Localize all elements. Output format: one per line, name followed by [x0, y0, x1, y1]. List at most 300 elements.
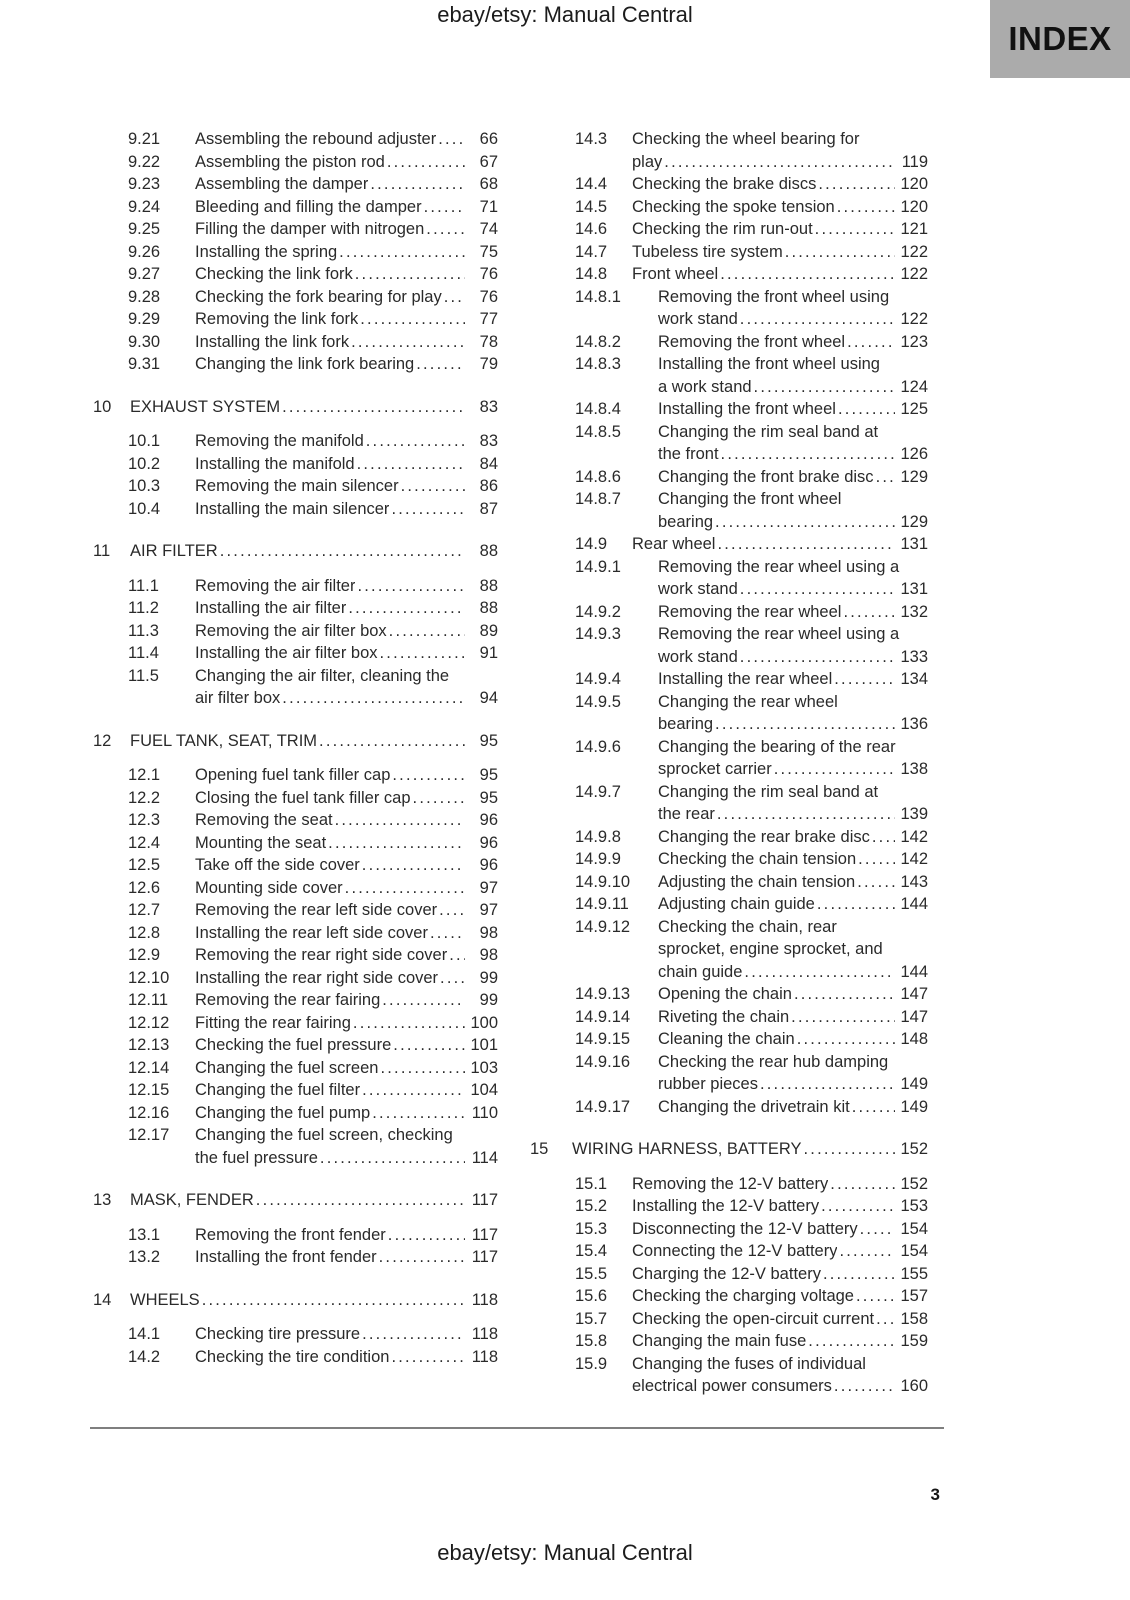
entry-number: 9.24 — [128, 197, 161, 216]
entry-last-line — [195, 1079, 498, 1102]
entry-title: Installing the air filter box — [195, 644, 378, 662]
entry-body — [195, 989, 498, 1012]
entry-title: Opening the chain — [658, 985, 792, 1003]
entry-number: 15.8 — [575, 1332, 608, 1350]
entry-body — [195, 1346, 498, 1369]
dot-leader — [785, 241, 895, 264]
entry-title: Changing the rim seal band at — [658, 782, 879, 801]
toc-entry-row — [530, 173, 928, 196]
dot-leader — [387, 151, 465, 174]
toc-entry-row — [93, 1034, 498, 1057]
entry-last-line — [658, 668, 928, 691]
entry-number: 14.9.17 — [575, 1097, 631, 1116]
entry-page-number: 159 — [900, 1332, 928, 1350]
entry-body — [195, 922, 498, 945]
entry-title: work stand — [658, 647, 738, 666]
dot-leader — [715, 713, 895, 736]
dot-leader — [357, 453, 465, 476]
entry-last-line — [195, 241, 498, 264]
entry-body — [632, 1353, 928, 1398]
entry-body — [195, 151, 498, 174]
toc-entry-row — [530, 421, 928, 466]
entry-body — [658, 668, 928, 691]
entry-last-line — [658, 826, 928, 849]
entry-page-number: 129 — [900, 512, 928, 531]
toc-entry-row — [93, 308, 498, 331]
entry-page-number: 152 — [900, 1174, 928, 1193]
entry-body — [658, 623, 928, 668]
entry-page-number: 143 — [900, 872, 928, 891]
entry-last-line — [195, 877, 498, 900]
entry-title: Removing the front wheel — [658, 332, 846, 351]
entry-number: 14.8.1 — [575, 287, 621, 306]
toc-entry-row — [93, 967, 498, 990]
entry-title: Assembling the damper — [195, 175, 369, 193]
entry-last-line — [632, 533, 928, 556]
entry-number: 15.1 — [575, 1174, 608, 1193]
entry-title: Changing the fuel screen, checking — [195, 1126, 453, 1144]
entry-number: 14.8.7 — [575, 490, 621, 508]
dot-leader — [715, 511, 895, 534]
entry-body — [632, 1285, 928, 1308]
entry-body — [658, 466, 928, 489]
toc-entry-row — [530, 623, 928, 668]
entry-page-number: 119 — [901, 152, 928, 171]
entry-number: 14.9.15 — [575, 1030, 631, 1048]
entry-number: 12.16 — [128, 1103, 170, 1122]
dot-leader — [876, 466, 895, 489]
dot-leader — [391, 498, 465, 521]
entry-last-line — [195, 128, 498, 151]
entry-number: 12.17 — [128, 1126, 170, 1144]
entry-title: Checking the brake discs — [632, 175, 817, 193]
entry-body — [195, 475, 498, 498]
entry-last-line — [195, 967, 498, 990]
entry-number: 14.8 — [575, 265, 608, 283]
entry-last-line — [195, 263, 498, 286]
dot-leader — [339, 241, 465, 264]
dot-leader — [818, 173, 895, 196]
entry-body — [195, 286, 498, 309]
entry-page-number: 132 — [900, 602, 928, 621]
entry-title: Changing the main fuse — [632, 1332, 807, 1350]
entry-page-number: 147 — [900, 985, 928, 1003]
dot-leader — [856, 1285, 895, 1308]
entry-title: Checking tire pressure — [195, 1325, 361, 1343]
entry-page-number: 74 — [479, 220, 498, 238]
entry-title: Cleaning the chain — [658, 1030, 795, 1048]
entry-body — [632, 218, 928, 241]
entry-number: 9.22 — [128, 152, 161, 171]
entry-number: 14.9.11 — [575, 895, 629, 913]
entry-number: 14.9.2 — [575, 602, 621, 621]
entry-page-number: 88 — [479, 599, 498, 617]
entry-number: 14.9.14 — [575, 1007, 631, 1026]
toc-entry-row — [93, 1057, 498, 1080]
entry-number: 15.3 — [575, 1219, 608, 1238]
toc-entry-row — [530, 241, 928, 264]
entry-number: 11.2 — [128, 599, 159, 617]
entry-number: 12.7 — [128, 901, 161, 919]
entry-title: Removing the front fender — [195, 1225, 386, 1244]
toc-entry-row — [530, 1353, 928, 1398]
toc-entry-row — [530, 983, 928, 1006]
dot-leader — [823, 1263, 895, 1286]
entry-body — [632, 173, 928, 196]
entry-page-number: 148 — [900, 1030, 928, 1048]
entry-number: 12.15 — [128, 1081, 170, 1099]
entry-number: 13.2 — [128, 1248, 161, 1266]
entry-page-number: 76 — [479, 265, 498, 283]
entry-body — [195, 241, 498, 264]
dot-leader — [256, 1189, 465, 1212]
dot-leader — [345, 877, 465, 900]
entry-body — [130, 1289, 498, 1312]
entry-page-number: 98 — [479, 923, 498, 942]
entry-last-line — [195, 1057, 498, 1080]
entry-body — [658, 871, 928, 894]
entry-title: Fitting the rear fairing — [195, 1013, 351, 1032]
footer-rule — [90, 1427, 944, 1429]
entry-title: Assembling the rebound adjuster — [195, 130, 437, 148]
dot-leader — [353, 1012, 465, 1035]
dot-leader — [744, 961, 895, 984]
dot-leader — [391, 1346, 465, 1369]
entry-title: Checking the rim run-out — [632, 220, 813, 238]
dot-leader — [392, 764, 465, 787]
entry-number: 14.9.6 — [575, 737, 621, 756]
toc-entry-row — [530, 286, 928, 331]
entry-number: 12.2 — [128, 788, 161, 807]
entry-title: Installing the manifold — [195, 454, 355, 473]
entry-title: Changing the front brake disc — [658, 467, 874, 486]
entry-number: 12.1 — [128, 766, 161, 784]
entry-last-line — [195, 1346, 498, 1369]
entry-last-line — [658, 1006, 928, 1029]
entry-body — [658, 916, 928, 984]
entry-title: Disconnecting the 12-V battery — [632, 1219, 858, 1238]
entry-last-line — [130, 396, 498, 419]
entry-page-number: 160 — [900, 1377, 928, 1395]
entry-number: 15 — [530, 1140, 549, 1158]
entry-title: Mounting side cover — [195, 878, 343, 897]
entry-title: Removing the manifold — [195, 432, 364, 450]
entry-last-line — [195, 1034, 498, 1057]
dot-leader — [388, 1224, 465, 1247]
entry-last-line — [658, 1028, 928, 1051]
entry-number: 14.5 — [575, 197, 608, 216]
entry-title: AIR FILTER — [130, 542, 218, 560]
entry-last-line — [130, 730, 498, 753]
entry-body — [195, 967, 498, 990]
entry-last-line — [195, 1323, 498, 1346]
entry-page-number: 96 — [479, 856, 498, 874]
entry-title: the fuel pressure — [195, 1148, 318, 1167]
entry-page-number: 144 — [900, 895, 928, 913]
entry-title: Changing the fuel pump — [195, 1103, 371, 1122]
entry-page-number: 155 — [900, 1264, 928, 1283]
entry-number: 10.1 — [128, 432, 161, 450]
entry-last-line — [195, 989, 498, 1012]
toc-entry-row — [530, 1028, 928, 1051]
toc-entry-row — [530, 196, 928, 219]
entry-body — [130, 1189, 498, 1212]
entry-body — [195, 597, 498, 620]
entry-body — [195, 1224, 498, 1247]
entry-title: bearing — [658, 512, 714, 531]
entry-title: Charging the 12-V battery — [632, 1264, 821, 1283]
entry-last-line — [195, 308, 498, 331]
entry-last-line — [195, 196, 498, 219]
entry-body — [658, 983, 928, 1006]
entry-last-line — [632, 1195, 928, 1218]
toc-entry-row — [530, 1285, 928, 1308]
entry-title: Removing the main silencer — [195, 477, 399, 495]
entry-number: 12.6 — [128, 878, 161, 897]
entry-body — [195, 498, 498, 521]
entry-number: 14.9.10 — [575, 872, 631, 891]
entry-title: Installing the rear left side cover — [195, 923, 428, 942]
toc-entry-row — [93, 151, 498, 174]
dot-leader — [838, 398, 895, 421]
dot-leader — [797, 1028, 895, 1051]
entry-last-line — [195, 899, 498, 922]
dot-leader — [834, 668, 895, 691]
entry-title: Checking the fork bearing for play — [195, 287, 442, 306]
dot-leader — [860, 1218, 895, 1241]
entry-last-line — [658, 331, 928, 354]
toc-entry-row — [93, 1124, 498, 1169]
entry-number: 14.2 — [128, 1347, 161, 1366]
entry-title: Installing the rear right side cover — [195, 968, 439, 987]
toc-entry-row — [93, 944, 498, 967]
entry-page-number: 126 — [900, 445, 928, 463]
entry-title: Removing the rear wheel using a — [658, 625, 900, 643]
entry-title: Installing the link fork — [195, 332, 350, 351]
entry-title: Checking the chain, rear — [658, 917, 837, 936]
entry-number: 14.9.7 — [575, 782, 621, 801]
entry-number: 14.9.5 — [575, 692, 621, 711]
entry-number: 14.9.1 — [575, 557, 621, 576]
dot-leader — [774, 758, 895, 781]
toc-entry-row — [530, 848, 928, 871]
entry-last-line — [195, 764, 498, 787]
entry-page-number: 157 — [900, 1287, 928, 1305]
entry-last-line — [658, 983, 928, 1006]
entry-title: Filling the damper with nitrogen — [195, 220, 425, 238]
toc-entry-row — [530, 668, 928, 691]
dot-leader — [717, 803, 895, 826]
entry-number: 9.28 — [128, 287, 161, 306]
dot-leader — [202, 1289, 465, 1312]
entry-last-line — [195, 151, 498, 174]
dot-leader — [440, 967, 465, 990]
entry-title: Bleeding and filling the damper — [195, 197, 422, 216]
entry-last-line — [195, 620, 498, 643]
entry-last-line — [195, 1224, 498, 1247]
toc-section-row — [93, 1289, 498, 1312]
entry-number: 14 — [93, 1290, 112, 1309]
entry-last-line — [195, 809, 498, 832]
toc-entry-row — [93, 475, 498, 498]
entry-body — [195, 787, 498, 810]
toc-entry-row — [530, 1263, 928, 1286]
dot-leader — [351, 331, 465, 354]
entry-body — [195, 308, 498, 331]
entry-body — [195, 196, 498, 219]
entry-number: 14.8.2 — [575, 332, 621, 351]
entry-last-line — [195, 173, 498, 196]
toc-entry-row — [93, 128, 498, 151]
dot-leader — [319, 730, 465, 753]
entry-body — [195, 1323, 498, 1346]
entry-last-line — [632, 1330, 928, 1353]
entry-last-line — [658, 466, 928, 489]
entry-body — [658, 826, 928, 849]
entry-page-number: 154 — [900, 1219, 928, 1238]
entry-body — [632, 196, 928, 219]
entry-body — [195, 665, 498, 710]
entry-number: 14.4 — [575, 175, 608, 193]
entry-title: Take off the side cover — [195, 856, 360, 874]
entry-page-number: 68 — [479, 175, 498, 193]
dot-leader — [382, 989, 465, 1012]
entry-last-line — [130, 1289, 498, 1312]
entry-number: 12.8 — [128, 923, 161, 942]
entry-title: Checking the tire condition — [195, 1347, 390, 1366]
entry-body — [195, 899, 498, 922]
entry-number: 14.8.5 — [575, 422, 621, 441]
entry-page-number: 117 — [471, 1191, 498, 1209]
entry-page-number: 153 — [900, 1197, 928, 1215]
toc-entry-row — [93, 899, 498, 922]
entry-title: Installing the 12-V battery — [632, 1197, 820, 1215]
dot-leader — [424, 196, 465, 219]
toc-entry-row — [530, 263, 928, 286]
entry-number: 11.4 — [128, 644, 159, 662]
entry-title: the rear — [658, 805, 715, 823]
entry-number: 10.3 — [128, 477, 161, 495]
entry-body — [195, 575, 498, 598]
entry-page-number: 97 — [479, 901, 498, 919]
entry-title: Checking the wheel bearing for — [632, 130, 860, 148]
toc-entry-row — [530, 398, 928, 421]
entry-last-line — [195, 286, 498, 309]
dot-leader — [717, 533, 895, 556]
entry-number: 14.8.3 — [575, 355, 621, 373]
entry-body — [632, 533, 928, 556]
entry-page-number: 152 — [900, 1140, 928, 1158]
dot-leader — [847, 331, 895, 354]
dot-leader — [360, 308, 465, 331]
entry-page-number: 104 — [470, 1081, 498, 1099]
entry-number: 12.12 — [128, 1013, 170, 1032]
entry-title: Closing the fuel tank filler cap — [195, 788, 411, 807]
toc-entry-row — [530, 1096, 928, 1119]
entry-title: Changing the rear brake disc — [658, 827, 870, 846]
entry-last-line — [195, 1102, 498, 1125]
entry-title: Checking the fuel pressure — [195, 1036, 392, 1054]
entry-body — [572, 1138, 928, 1161]
dot-leader — [664, 151, 895, 174]
dot-leader — [401, 475, 465, 498]
toc-entry-row — [93, 665, 498, 710]
entry-last-line — [195, 353, 498, 376]
entry-page-number: 117 — [471, 1225, 498, 1244]
entry-title: Removing the seat — [195, 811, 333, 829]
entry-last-line — [195, 475, 498, 498]
entry-page-number: 76 — [479, 287, 498, 306]
entry-body — [195, 944, 498, 967]
dot-leader — [379, 1246, 465, 1269]
entry-number: 10 — [93, 397, 112, 416]
entry-number: 9.21 — [128, 130, 161, 148]
entry-title: WIRING HARNESS, BATTERY — [572, 1140, 802, 1158]
entry-page-number: 139 — [900, 805, 928, 823]
page-number-footer: 3 — [930, 1485, 940, 1504]
entry-last-line — [130, 1189, 498, 1212]
entry-title: Checking the spoke tension — [632, 197, 835, 216]
entry-title: Checking the open-circuit current — [632, 1309, 875, 1328]
footer-title: ebay/etsy: Manual Central — [437, 1540, 693, 1565]
entry-last-line — [195, 1246, 498, 1269]
dot-leader — [808, 1330, 895, 1353]
entry-number: 15.9 — [575, 1354, 608, 1373]
entry-last-line — [658, 1096, 928, 1119]
entry-title: a work stand — [658, 377, 752, 396]
toc-entry-row — [93, 922, 498, 945]
dot-leader — [740, 646, 895, 669]
entry-last-line — [632, 1308, 928, 1331]
dot-leader — [754, 376, 895, 399]
entry-last-line — [632, 1240, 928, 1263]
entry-number: 14.9.16 — [575, 1052, 631, 1071]
entry-number: 15.7 — [575, 1309, 608, 1328]
entry-body — [658, 556, 928, 601]
entry-page-number: 83 — [479, 397, 498, 416]
toc-entry-row — [93, 1346, 498, 1369]
dot-leader — [791, 1006, 895, 1029]
entry-number: 12.4 — [128, 833, 161, 852]
dot-leader — [815, 218, 895, 241]
entry-body — [130, 540, 498, 563]
toc-entry-row — [530, 691, 928, 736]
entry-number: 11.5 — [128, 666, 159, 685]
entry-title: Installing the rear wheel — [658, 670, 833, 688]
toc-entry-row — [93, 1012, 498, 1035]
entry-title: Changing the rim seal band at — [658, 422, 879, 441]
entry-last-line — [658, 713, 928, 736]
dot-leader — [220, 540, 465, 563]
entry-number: 14.9.13 — [575, 985, 631, 1003]
entry-number: 12.11 — [128, 991, 169, 1009]
entry-number: 12 — [93, 731, 112, 750]
entry-page-number: 133 — [900, 647, 928, 666]
dot-leader — [821, 1195, 895, 1218]
entry-title: MASK, FENDER — [130, 1191, 254, 1209]
entry-page-number: 149 — [900, 1075, 928, 1093]
entry-title: Installing the front wheel — [658, 400, 836, 418]
entry-number: 13 — [93, 1191, 112, 1209]
toc-entry-row — [93, 353, 498, 376]
toc-entry-row — [93, 1246, 498, 1269]
toc-entry-row — [530, 1330, 928, 1353]
entry-title: air filter box — [195, 689, 281, 707]
entry-last-line — [195, 1147, 498, 1170]
entry-body — [632, 1218, 928, 1241]
entry-last-line — [658, 646, 928, 669]
entry-number: 11.1 — [128, 576, 159, 595]
